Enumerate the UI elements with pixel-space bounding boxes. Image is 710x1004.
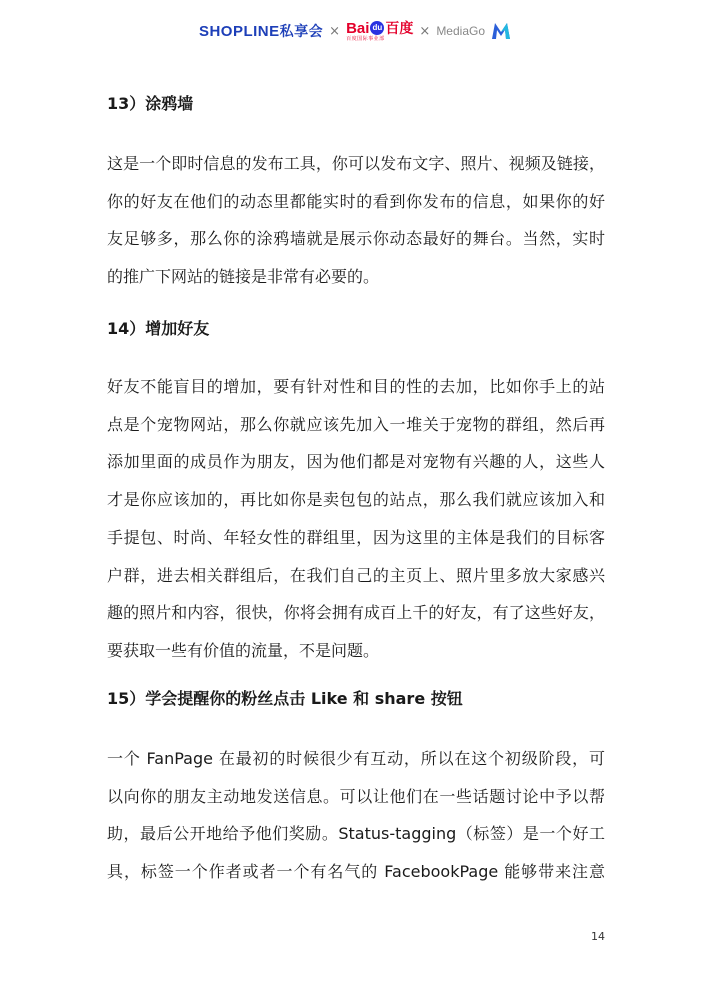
separator-x: × [419,23,431,39]
text-line: 具，标签一个作者或者一个有名气的 FacebookPage 能够带来注意 [107,862,605,882]
m-logo-icon [491,22,511,40]
text-line: 要获取一些有价值的流量，不是问题。 [107,640,380,660]
section-paragraph-15 [107,740,605,891]
text-line: 手提包、时尚、年轻女性的群组里，因为这里的主体是我们的目标客 [107,527,605,547]
baidu-paw-icon: du [370,21,384,35]
text-line: 户群，进去相关群组后，在我们自己的主页上、照片里多放大家感兴 [107,565,605,585]
baidu-logo: Bai du 百度 百度国际事业部 [346,19,414,42]
text-line: 添加里面的成员作为朋友，因为他们都是对宠物有兴趣的人，这些人 [107,452,605,472]
text-line: 的推广下网站的链接是非常有必要的。 [107,267,380,287]
text-line: 助，最后公开地给予他们奖励。Status-tagging（标签）是一个好工 [107,824,605,844]
text-line: 这是一个即时信息的发布工具，你可以发布文字、照片、视频及链接， [107,154,605,173]
section-paragraph-14 [107,368,605,670]
section-heading-14: 14）增加好友 [107,319,210,338]
text-line: 你的好友在他们的动态里都能实时的看到你发布的信息，如果你的好 [107,191,605,211]
text-line: 才是你应该加的，再比如你是卖包包的站点，那么我们就应该加入和 [107,490,605,510]
section-paragraph-13 [107,145,605,296]
text-line: 好友不能盲目的增加，要有针对性和目的性的去加，比如你手上的站 [107,377,605,396]
text-line: 点是个宠物网站，那么你就应该先加入一堆关于宠物的群组，然后再 [107,414,605,434]
separator-x: × [329,23,341,39]
text-line: 趣的照片和内容，很快，你将会拥有成百上千的好友，有了这些好友， [107,603,605,623]
page-number: 14 [591,930,605,943]
text-line: 友足够多，那么你的涂鸦墙就是展示你动态最好的舞台。当然，实时 [107,229,605,249]
text-line: 一个 FanPage 在最初的时候很少有互动，所以在这个初级阶段，可 [107,749,605,768]
text-line: 以向你的朋友主动地发送信息。可以让他们在一些话题讨论中予以帮 [107,786,605,806]
page-header [0,18,710,44]
section-heading-13: 13）涂鸦墙 [107,94,194,113]
mediago-logo: MediaGo [436,24,486,38]
section-heading-15: 15）学会提醒你的粉丝点击 Like 和 share 按钮 [107,689,463,708]
shopline-logo: SHOPLINE私享会 [198,23,324,40]
